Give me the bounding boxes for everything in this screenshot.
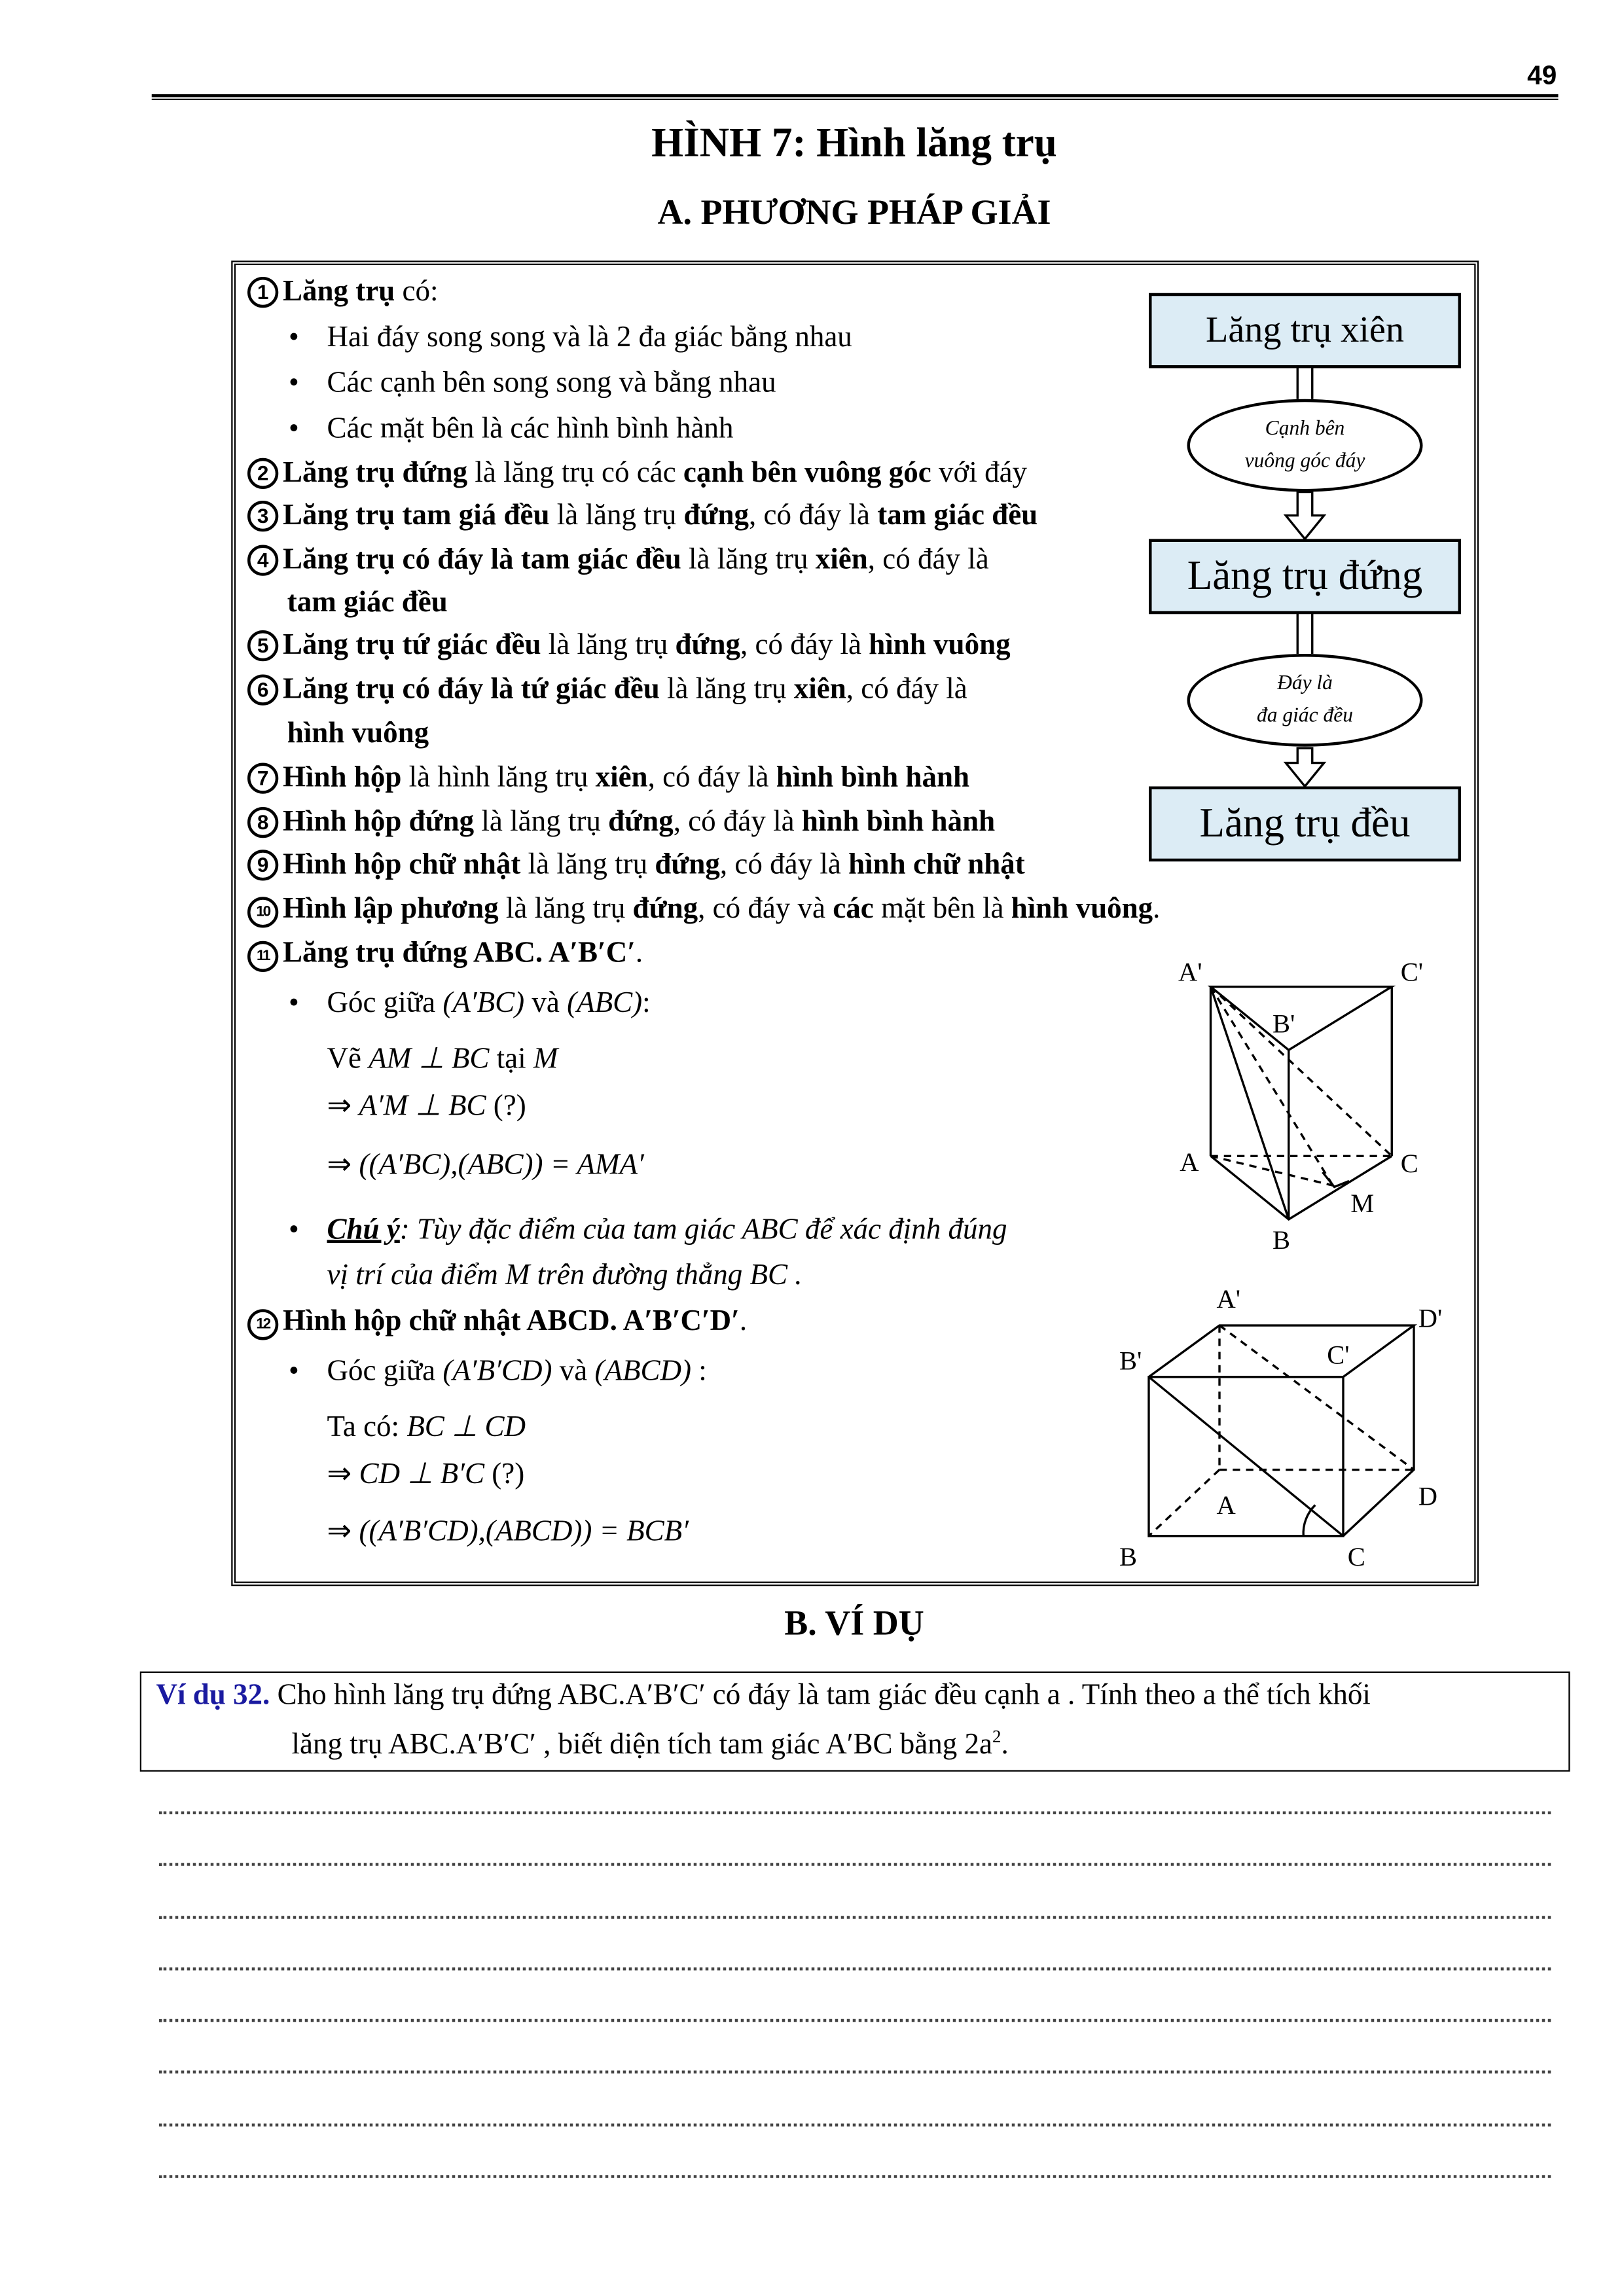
text-segment: Hai đáy song song và là 2 đa giác bằng nhau bbox=[327, 321, 852, 353]
circled-number: 8 bbox=[247, 807, 278, 838]
vertex-label: B bbox=[1272, 1225, 1291, 1255]
text-segment: ⇒ bbox=[327, 1090, 359, 1122]
text-segment: đứng bbox=[675, 628, 741, 662]
text-segment: (ABC) bbox=[567, 986, 643, 1019]
vertex-label: A' bbox=[1216, 1284, 1241, 1314]
text-segment: tam giác đều bbox=[287, 586, 448, 619]
answer-line[interactable] bbox=[159, 2071, 1551, 2074]
text-segment: (?) bbox=[486, 1090, 526, 1122]
circled-number: 11 bbox=[247, 941, 278, 972]
flow-box-regular-prism: Lăng trụ đều bbox=[1149, 787, 1461, 862]
text-segment: và bbox=[552, 1355, 595, 1388]
text-segment: là lăng trụ bbox=[681, 543, 816, 576]
text-segment: hình bình hành bbox=[776, 761, 970, 794]
text-segment: Hình hộp chữ nhật ABCD. A′B′C′D′ bbox=[283, 1304, 740, 1337]
text-segment: M bbox=[533, 1043, 558, 1075]
text-segment: . bbox=[635, 937, 643, 969]
vertex-label: M bbox=[1350, 1188, 1375, 1218]
vertex-label: C bbox=[1400, 1149, 1418, 1178]
text-segment: hình vuông bbox=[869, 628, 1011, 662]
example-label: Ví dụ 32. bbox=[156, 1679, 270, 1712]
text-segment: Lăng trụ đứng ABC. A′B′C′ bbox=[283, 937, 636, 969]
text-segment: , có đáy là bbox=[647, 761, 776, 794]
text-segment: ⇒ bbox=[327, 1458, 359, 1490]
text-segment: xiên bbox=[815, 543, 868, 576]
text-segment: . bbox=[1153, 892, 1161, 925]
text-segment: xiên bbox=[793, 673, 846, 706]
text-segment: CD ⊥ B′C bbox=[359, 1458, 485, 1490]
circled-number: 3 bbox=[247, 501, 278, 531]
example-box: Ví dụ 32. Cho hình lăng trụ đứng ABC.A′B′C′ có đáy là tam giác đều cạnh a . Tính theo a thể tích khối lăng trụ ABC.A′B′C′ , biết diện tích tam giác A′BC bằng $2a^2$. bbox=[140, 1672, 1570, 1772]
text-segment: . bbox=[739, 1304, 748, 1337]
vertex-label: A' bbox=[1178, 957, 1202, 987]
text-segment: đứng bbox=[683, 499, 749, 532]
text-segment: Ta có: bbox=[327, 1410, 407, 1443]
text-segment: Hình hộp bbox=[283, 761, 402, 794]
answer-line[interactable] bbox=[159, 1916, 1551, 1919]
vertex-label: D bbox=[1418, 1481, 1437, 1511]
text-segment: cạnh bên vuông góc bbox=[683, 456, 931, 489]
text-segment: , có đáy và bbox=[698, 892, 833, 925]
circled-number: 10 bbox=[247, 897, 278, 927]
text-segment: tam giác đều bbox=[877, 499, 1038, 532]
section-a-heading: A. PHƯƠNG PHÁP GIẢI bbox=[657, 194, 1051, 233]
page-number: 49 bbox=[1527, 60, 1557, 90]
text-segment: Lăng trụ bbox=[283, 275, 395, 308]
text-segment: ((A′BC),(ABC)) = AMA′ bbox=[359, 1149, 644, 1181]
text-segment: Hình hộp đứng bbox=[283, 805, 475, 838]
text-segment: và bbox=[524, 986, 568, 1019]
text-segment: : bbox=[642, 986, 651, 1019]
text-segment: xiên bbox=[595, 761, 648, 794]
text-segment: ⇒ bbox=[327, 1149, 359, 1181]
circled-number: 7 bbox=[247, 763, 278, 794]
text-segment: , có đáy là bbox=[719, 848, 849, 881]
answer-line[interactable] bbox=[159, 2124, 1551, 2127]
text-segment: Các mặt bên là các hình bình hành bbox=[327, 412, 734, 445]
vertex-label: C bbox=[1347, 1541, 1365, 1571]
text-segment: : bbox=[691, 1355, 707, 1388]
text-segment: (A′BC) bbox=[442, 986, 525, 1019]
circled-number: 6 bbox=[247, 675, 278, 706]
text-segment: Lăng trụ tứ giác đều bbox=[283, 628, 541, 662]
text-segment: hình vuông bbox=[287, 717, 429, 750]
text-segment: (ABCD) bbox=[594, 1355, 691, 1388]
text-segment: đứng bbox=[608, 805, 674, 838]
text-segment: là lăng trụ bbox=[659, 673, 794, 706]
answer-line[interactable] bbox=[159, 1863, 1551, 1866]
text-segment: Góc giữa bbox=[327, 1355, 443, 1388]
text-segment: đứng bbox=[655, 848, 720, 881]
text-segment: mặt bên là bbox=[873, 892, 1011, 925]
text-segment: A′M ⊥ BC bbox=[359, 1090, 486, 1122]
text-segment: Góc giữa bbox=[327, 986, 443, 1019]
text-segment: hình bình hành bbox=[801, 805, 996, 838]
text-segment: các bbox=[833, 892, 874, 925]
answer-line[interactable] bbox=[159, 1967, 1551, 1971]
answer-line[interactable] bbox=[159, 1812, 1551, 1815]
circled-number: 12 bbox=[247, 1309, 278, 1340]
text-segment: đứng bbox=[632, 892, 698, 925]
flow-condition-2: Đáy là đa giác đều bbox=[1187, 654, 1423, 747]
vertex-label: B' bbox=[1119, 1346, 1142, 1376]
text-segment: (A′B′CD) bbox=[442, 1355, 552, 1388]
page-title: HÌNH 7: Hình lăng trụ bbox=[651, 120, 1057, 167]
circled-number: 4 bbox=[247, 545, 278, 576]
example-text-line1: Cho hình lăng trụ đứng ABC.A′B′C′ có đáy là tam giác đều cạnh a . Tính theo a thể tích khối bbox=[277, 1679, 1371, 1712]
text-segment: là lăng trụ bbox=[474, 805, 609, 838]
vertex-label: C' bbox=[1327, 1340, 1350, 1370]
text-segment: là lăng trụ bbox=[541, 628, 676, 662]
text-segment: Chú ý bbox=[327, 1213, 400, 1246]
circled-number: 2 bbox=[247, 458, 278, 489]
vertex-label: A bbox=[1216, 1490, 1236, 1520]
text-segment: là hình lăng trụ bbox=[401, 761, 596, 794]
text-segment: Hình hộp chữ nhật bbox=[283, 848, 521, 881]
text-segment: Hình lập phương bbox=[283, 892, 499, 925]
text-segment: là lăng trụ bbox=[498, 892, 633, 925]
text-segment: có: bbox=[395, 275, 439, 308]
circled-number: 5 bbox=[247, 630, 278, 661]
text-segment: AM ⊥ BC bbox=[369, 1043, 490, 1075]
text-segment: là lăng trụ bbox=[549, 499, 684, 532]
flow-condition-1: Cạnh bên vuông góc đáy bbox=[1187, 399, 1423, 492]
answer-line[interactable] bbox=[159, 2175, 1551, 2178]
text-segment: Lăng trụ có đáy là tam giác đều bbox=[283, 543, 681, 576]
text-segment: là lăng trụ có các bbox=[467, 456, 683, 489]
text-segment: , có đáy là bbox=[867, 543, 989, 576]
vertex-label: C' bbox=[1400, 957, 1424, 987]
text-segment: , có đáy là bbox=[740, 628, 869, 662]
example-text-line2: lăng trụ ABC.A′B′C′ , biết diện tích tam giác A′BC bằng 2a bbox=[291, 1728, 993, 1761]
text-segment: ((A′B′CD),(ABCD)) = BCB′ bbox=[359, 1515, 689, 1548]
text-segment: tại bbox=[489, 1043, 533, 1075]
exponent: 2 bbox=[992, 1726, 1001, 1747]
vertex-label: D' bbox=[1418, 1303, 1443, 1333]
circled-number: 1 bbox=[247, 277, 278, 308]
text-segment: : Tùy đặc điểm của tam giác ABC để xác định đúng bbox=[399, 1213, 1007, 1246]
answer-line[interactable] bbox=[159, 2019, 1551, 2022]
text-segment: Lăng trụ tam giá đều bbox=[283, 499, 550, 532]
circled-number: 9 bbox=[247, 850, 278, 880]
vertex-label: A bbox=[1180, 1147, 1199, 1177]
vertex-label: B' bbox=[1272, 1009, 1295, 1039]
text-segment: hình vuông bbox=[1011, 892, 1153, 925]
text-segment: , có đáy là bbox=[673, 805, 802, 838]
text-segment: BC ⊥ CD bbox=[406, 1410, 526, 1443]
text-segment: , có đáy là bbox=[749, 499, 878, 532]
text-segment: Lăng trụ đứng bbox=[283, 456, 468, 489]
text-segment: Vẽ bbox=[327, 1043, 369, 1075]
text-segment: (?) bbox=[484, 1458, 525, 1490]
text-segment: vị trí của điểm M trên đường thẳng BC . bbox=[327, 1259, 803, 1292]
text-segment: Các cạnh bên song song và bằng nhau bbox=[327, 367, 776, 399]
text-segment: hình chữ nhật bbox=[848, 848, 1025, 881]
flow-box-right-prism: Lăng trụ đứng bbox=[1149, 539, 1461, 615]
text-segment: Lăng trụ có đáy là tứ giác đều bbox=[283, 673, 660, 706]
text-segment: ⇒ bbox=[327, 1515, 359, 1548]
section-b-heading: B. VÍ DỤ bbox=[784, 1605, 924, 1643]
vertex-label: B bbox=[1119, 1541, 1138, 1571]
flow-box-oblique-prism: Lăng trụ xiên bbox=[1149, 293, 1461, 368]
text-segment: , có đáy là bbox=[846, 673, 967, 706]
text-segment: là lăng trụ bbox=[520, 848, 655, 881]
text-segment: với đáy bbox=[931, 456, 1028, 489]
